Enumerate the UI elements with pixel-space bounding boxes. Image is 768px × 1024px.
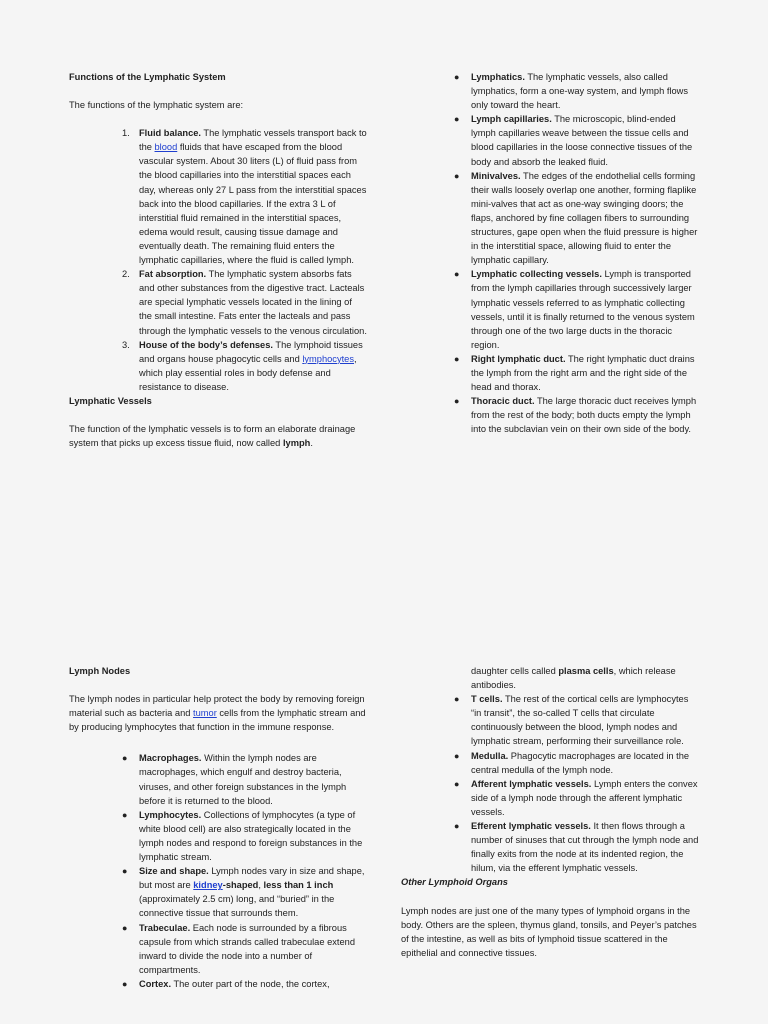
lymphocytes-link[interactable]: lymphocytes [302,353,354,364]
item-heading: Trabeculae. [139,922,191,933]
bullet-dot: ● [454,778,460,789]
item-heading: Medulla. [471,750,509,761]
bullet-dot: ● [122,978,128,989]
item-heading: Macrophages. [139,753,202,764]
item-text: The rest of the cortical cells are lymphocytes “in transit”, the so-called T cells that circulate continuously between the blood, lymph nodes and lymphatic stream, performing their surveillance role. [471,694,689,747]
bullet-dot: ● [122,866,128,877]
vessels-bullet-list [454,70,701,436]
list-item [122,977,365,991]
list-item [454,394,701,436]
item-text: The lymphatic vessels transport back to the [139,128,367,153]
list-item [122,126,367,267]
kidney-link[interactable]: kidney [193,880,223,891]
list-item [122,267,367,337]
list-item [454,692,701,748]
item-text: Lymph enters the convex side of a lymph node through the afferent lymphatic vessels. [471,778,698,817]
plasma-cells-term: plasma cells [558,666,614,676]
item-text: Collections of lymphocytes (a type of white blood cell) are also strategically located in the lymph nodes and respond to foreign substances in the lymphatic stream. [139,809,363,863]
bullet-dot: ● [122,922,128,933]
bullet-dot: ● [454,72,460,82]
item-heading: Lymph capillaries. [471,114,552,125]
intro-text: The lymph nodes in particular help protect the body by removing foreign material such as bacteria and [69,694,365,719]
continued-text-start: daughter cells called [471,666,559,676]
page1-right-column [454,70,701,436]
item-text: It then flows through a number of sinuses that cut through the lymph node and finally exits from the node at its indented region, the hilum, via the efferent lymphatic vessels. [471,821,699,874]
item-heading: Size and shape. [139,866,209,877]
list-item [454,169,701,268]
list-item [454,352,701,394]
blood-link[interactable]: blood [154,142,178,153]
bullet-dot: ● [454,750,460,761]
list-item [122,864,365,920]
item-text: Lymph nodes vary in size and shape, but most are [139,866,365,891]
bullet-dot: ● [454,170,460,181]
item-text: The edges of the endothelial cells forming their walls loosely overlap one another, forming flaplike mini-valves that act as one-way swinging doors; the flaps, anchored by fine collagen fibers to surrounding structures, gape open when the fluid pressure is higher in the interstitial space, allowing fluid to enter the lymphatic capillary. [471,170,698,266]
bullet-dot: ● [122,809,128,820]
functions-intro: The functions of the lymphatic system are: [69,100,244,111]
vessels-paragraph [69,422,361,450]
item-text: Phagocytic macrophages are located in the central medulla of the lymph node. [471,750,690,775]
section-heading-other-lymphoid-organs: Other Lymphoid Organs [401,877,508,888]
item-text: The microscopic, blind-ended lymph capillaries weave between the tissue cells and blood capillaries in the loose connective tissues of the body and absorb the leaked fluid. [471,114,693,167]
functions-list [122,126,367,394]
size-term: less than 1 inch [263,880,334,891]
bullet-dot: ● [122,753,128,764]
item-text: fluids that have escaped from the blood vascular system. About 30 liters (L) of fluid pass from the blood capillaries into the interstitial spaces each day, whereas only 27 L pass from the interstitial spaces back into the blood capillaries. If the extra 3 L of interstitial fluid remained in the interstitial spaces, edema would result, causing tissue damage and eventually death. The remaining fluid enters the lymphatic capillaries, where the fluid is called lymph. [139,142,367,266]
list-item [122,921,365,977]
bullet-dot: ● [454,114,460,125]
item-text: The large thoracic duct receives lymph from the rest of the body; both ducts empty the lymph into the subclavian vein on their own side of the body. [471,396,697,435]
bullet-dot: ● [454,694,460,705]
lymph-nodes-bullet-list [122,751,365,991]
list-item [454,70,701,112]
item-text: , [258,880,264,891]
lymph-term: lymph [282,438,311,449]
list-item [454,267,701,352]
item-heading: Right lymphatic duct. [471,353,566,364]
continued-text-end: , which release antibodies. [471,666,676,691]
item-heading: Minivalves. [471,170,521,181]
item-text: The outer part of the node, the cortex, [171,978,330,989]
list-item [122,338,367,394]
item-heading: Cortex. [139,978,172,989]
item-heading: Fluid balance. [139,128,201,139]
item-text: The lymphoid tissues and organs house phagocytic cells and [139,339,363,364]
bullet-dot: ● [454,269,460,280]
list-item [122,808,365,864]
section-heading-lymph-nodes: Lymph Nodes [69,666,131,676]
continued-text [471,664,691,692]
item-text: The lymphatic system absorbs fats and other substances from the digestive tract. Lacteals are special lymphatic vessels located in the lining of the small intestine. Fats enter the lacteals and pass through the lymphatic vessels to the venous circulation. [139,269,367,336]
shaped-term: -shaped [222,880,259,891]
item-text: , which play essential roles in body defense and resistance to disease. [139,353,357,392]
bullet-dot: ● [454,353,460,364]
list-item [454,749,701,777]
page2-left-column [69,664,369,991]
tumor-link[interactable]: tumor [193,708,217,719]
item-text: (approximately 2.5 cm) long, and “buried” in the connective tissue that surrounds them. [139,894,335,919]
item-heading: Afferent lymphatic vessels. [471,778,592,789]
vessels-text: The function of the lymphatic vessels is to form an elaborate drainage system that picks up excess tissue fluid, now called [69,424,356,449]
item-heading: Lymphocytes. [139,809,202,820]
item-text: Each node is surrounded by a fibrous capsule from which strands called trabeculae extend inward to divide the node into a number of compartments. [139,922,356,975]
list-item [454,819,701,875]
item-text: Within the lymph nodes are macrophages, which engulf and destroy bacteria, viruses, and other foreign substances in the lymph before it is returned to the blood. [139,753,347,806]
node-structure-bullet-list [454,692,701,875]
item-text: The right lymphatic duct drains the lymph from the right arm and the right side of the head and thorax. [471,353,695,393]
item-heading: Lymphatics. [471,72,525,82]
list-number: 3. [122,339,130,350]
page2-right-column [401,664,701,960]
other-organs-paragraph: Lymph nodes are just one of the many types of lymphoid organs in the body. Others are the spleen, thymus gland, tonsils, and Peyer’s patches of the intestine, as well as bits of lymphoid tissue scattered in the epithelial and connective tissues. [401,905,697,958]
section-heading-lymphatic-vessels: Lymphatic Vessels [69,395,152,406]
list-item [454,112,701,168]
bullet-dot: ● [454,821,460,832]
item-heading: T cells. [471,694,503,705]
section-heading-functions: Functions of the Lymphatic System [69,72,226,82]
item-heading: Efferent lymphatic vessels. [471,821,591,832]
item-heading: House of the body’s defenses. [139,339,273,350]
page1-left-column [69,70,369,450]
item-heading: Lymphatic collecting vessels. [471,269,602,280]
item-text: The lymphatic vessels, also called lymphatics, form a one-way system, and lymph flows only toward the heart. [471,72,689,111]
list-number: 2. [122,269,130,280]
item-heading: Thoracic duct. [471,396,535,407]
list-item [122,751,365,807]
lymph-nodes-intro [69,692,367,734]
item-heading: Fat absorption. [139,269,207,280]
bullet-dot: ● [454,396,460,407]
item-text: Lymph is transported from the lymph capillaries through successively larger lymphatic vessels referred to as lymphatic collecting vessels, until it is finally returned to the venous system through one of the two large ducts in the thoracic region. [471,269,695,350]
vessels-text-end: . [310,438,313,449]
intro-text-end: cells from the lymphatic stream and by producing lymphocytes that function in the immune response. [69,708,366,733]
list-item [454,777,701,819]
list-number: 1. [122,128,130,139]
